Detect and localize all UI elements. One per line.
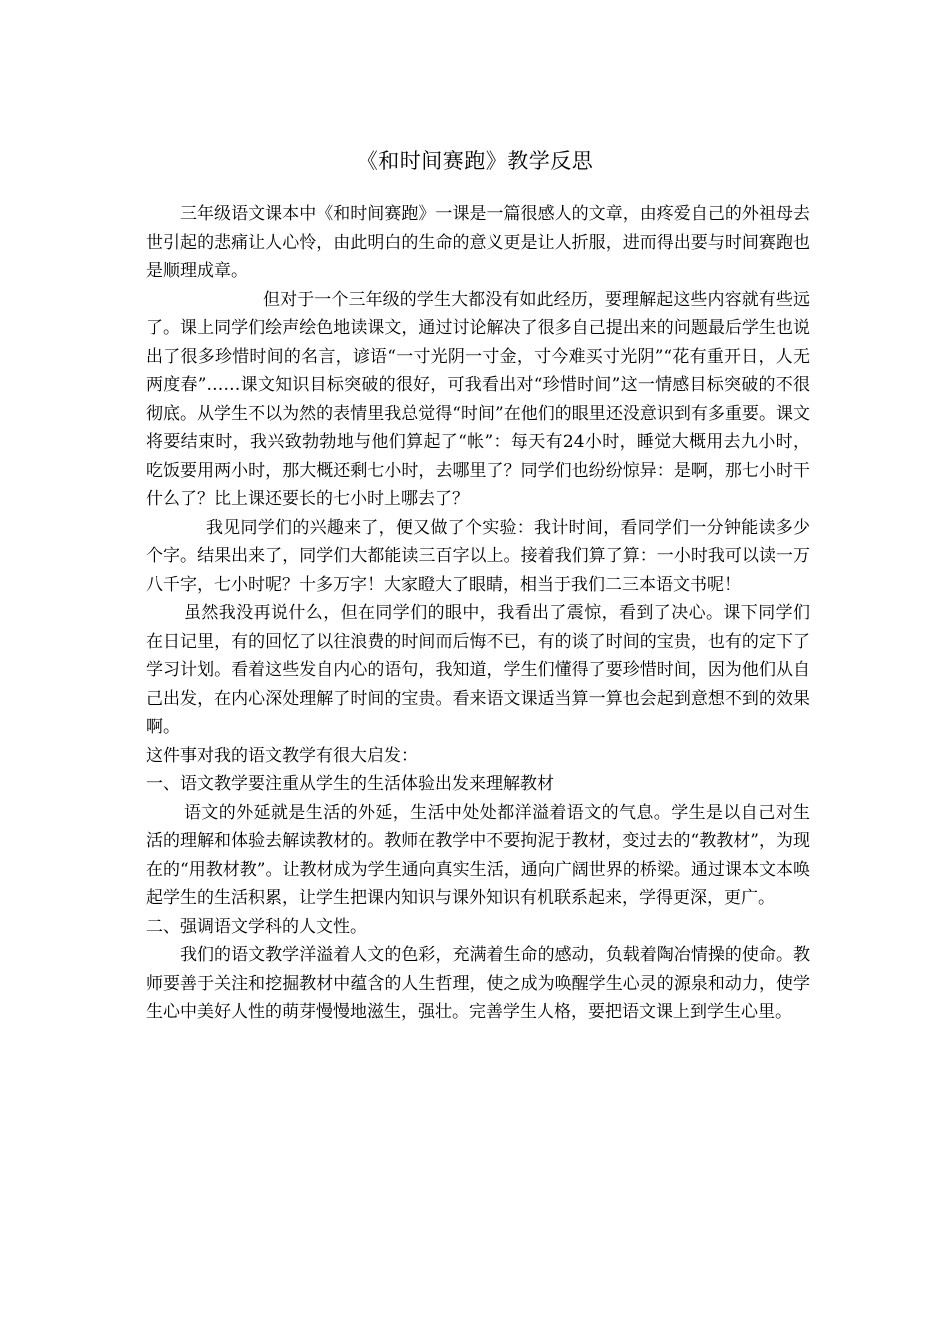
section-heading-two: 二、强调语文学科的人文性。 (146, 916, 367, 937)
paragraph-section-two: 我们的语文教学洋溢着人文的色彩，充满着生命的感动，负载着陶冶情操的使命。教师要善于关注和挖掘教材中蕴含的人生哲理，使之成为唤醒学生心灵的源泉和动力，使学生心中美好人性的萌芽慢慢地滋生，强壮。完善学生人格，要把语文课上到学生心里。 (146, 945, 810, 1022)
paragraph-result: 虽然我没再说什么，但在同学们的眼中，我看出了震惊，看到了决心。课下同学们在日记里，有的回忆了以往浪费的时间而后悔不已，有的谈了时间的宝贵，也有的定下了学习计划。看着这些发自内心的语句，我知道，学生们懂得了要珍惜时间，因为他们从自己出发，在内心深处理解了时间的宝贵。看来语文课适当算一算也会起到意想不到的效果啊。 (146, 603, 810, 737)
paragraph-section-one: 语文的外延就是生活的外延，生活中处处都洋溢着语文的气息。学生是以自己对生活的理解和体验去解读教材的。教师在教学中不要拘泥于教材，变过去的“教教材”，为现在的“用教材教”。让教材成为学生通向真实生活，通向广阔世界的桥梁。通过课本文本唤起学生的生活积累，让学生把课内知识与课外知识有机联系起来，学得更深，更广。 (146, 802, 810, 908)
paragraph-experiment: 我见同学们的兴趣来了，便又做了个实验：我计时间，看同学们一分钟能读多少个字。结果出来了，同学们大都能读三百字以上。接着我们算了算：一小时我可以读一万八千字，七小时呢？十多万字！大家瞪大了眼睛，相当于我们二三本语文书呢！ (146, 517, 810, 595)
paragraph-lesson: 但对于一个三年级的学生大都没有如此经历，要理解起这些内容就有些远了。课上同学们绘声绘色地读课文，通过讨论解决了很多自己提出来的问题最后学生也说出了很多珍惜时间的名言，谚语“一寸光阴一寸金，寸今难买寸光阴”“花有重开日，人无两度春”……课文知识目标突破的很好，可我看出对“珍惜时间”这一情感目标突破的不很彻底。从学生不以为然的表情里我总觉得“时间”在他们的眼里还没意识到有多重要。课文将要结束时，我兴致勃勃地与他们算起了“帐”：每天有24小时，睡觉大概用去九小时，吃饭要用两小时，那大概还剩七小时，去哪里了？同学们也纷纷惊异：是啊，那七小时干什么了？比上课还要长的七小时上哪去了？ (146, 289, 810, 509)
section-heading-one: 一、语文教学要注重从学生的生活体验出发来理解教材 (146, 774, 554, 794)
paragraph-inspiration: 这件事对我的语文教学有很大启发： (146, 745, 418, 766)
document-title: 《和时间赛跑》教学反思 (356, 149, 594, 173)
document-body (146, 200, 810, 1027)
paragraph-intro: 三年级语文课本中《和时间赛跑》一课是一篇很感人的文章，由疼爱自己的外祖母去世引起的悲痛让人心怜，由此明白的生命的意义更是让人折服，进而得出要与时间赛跑也是顺理成章。 (146, 204, 810, 281)
